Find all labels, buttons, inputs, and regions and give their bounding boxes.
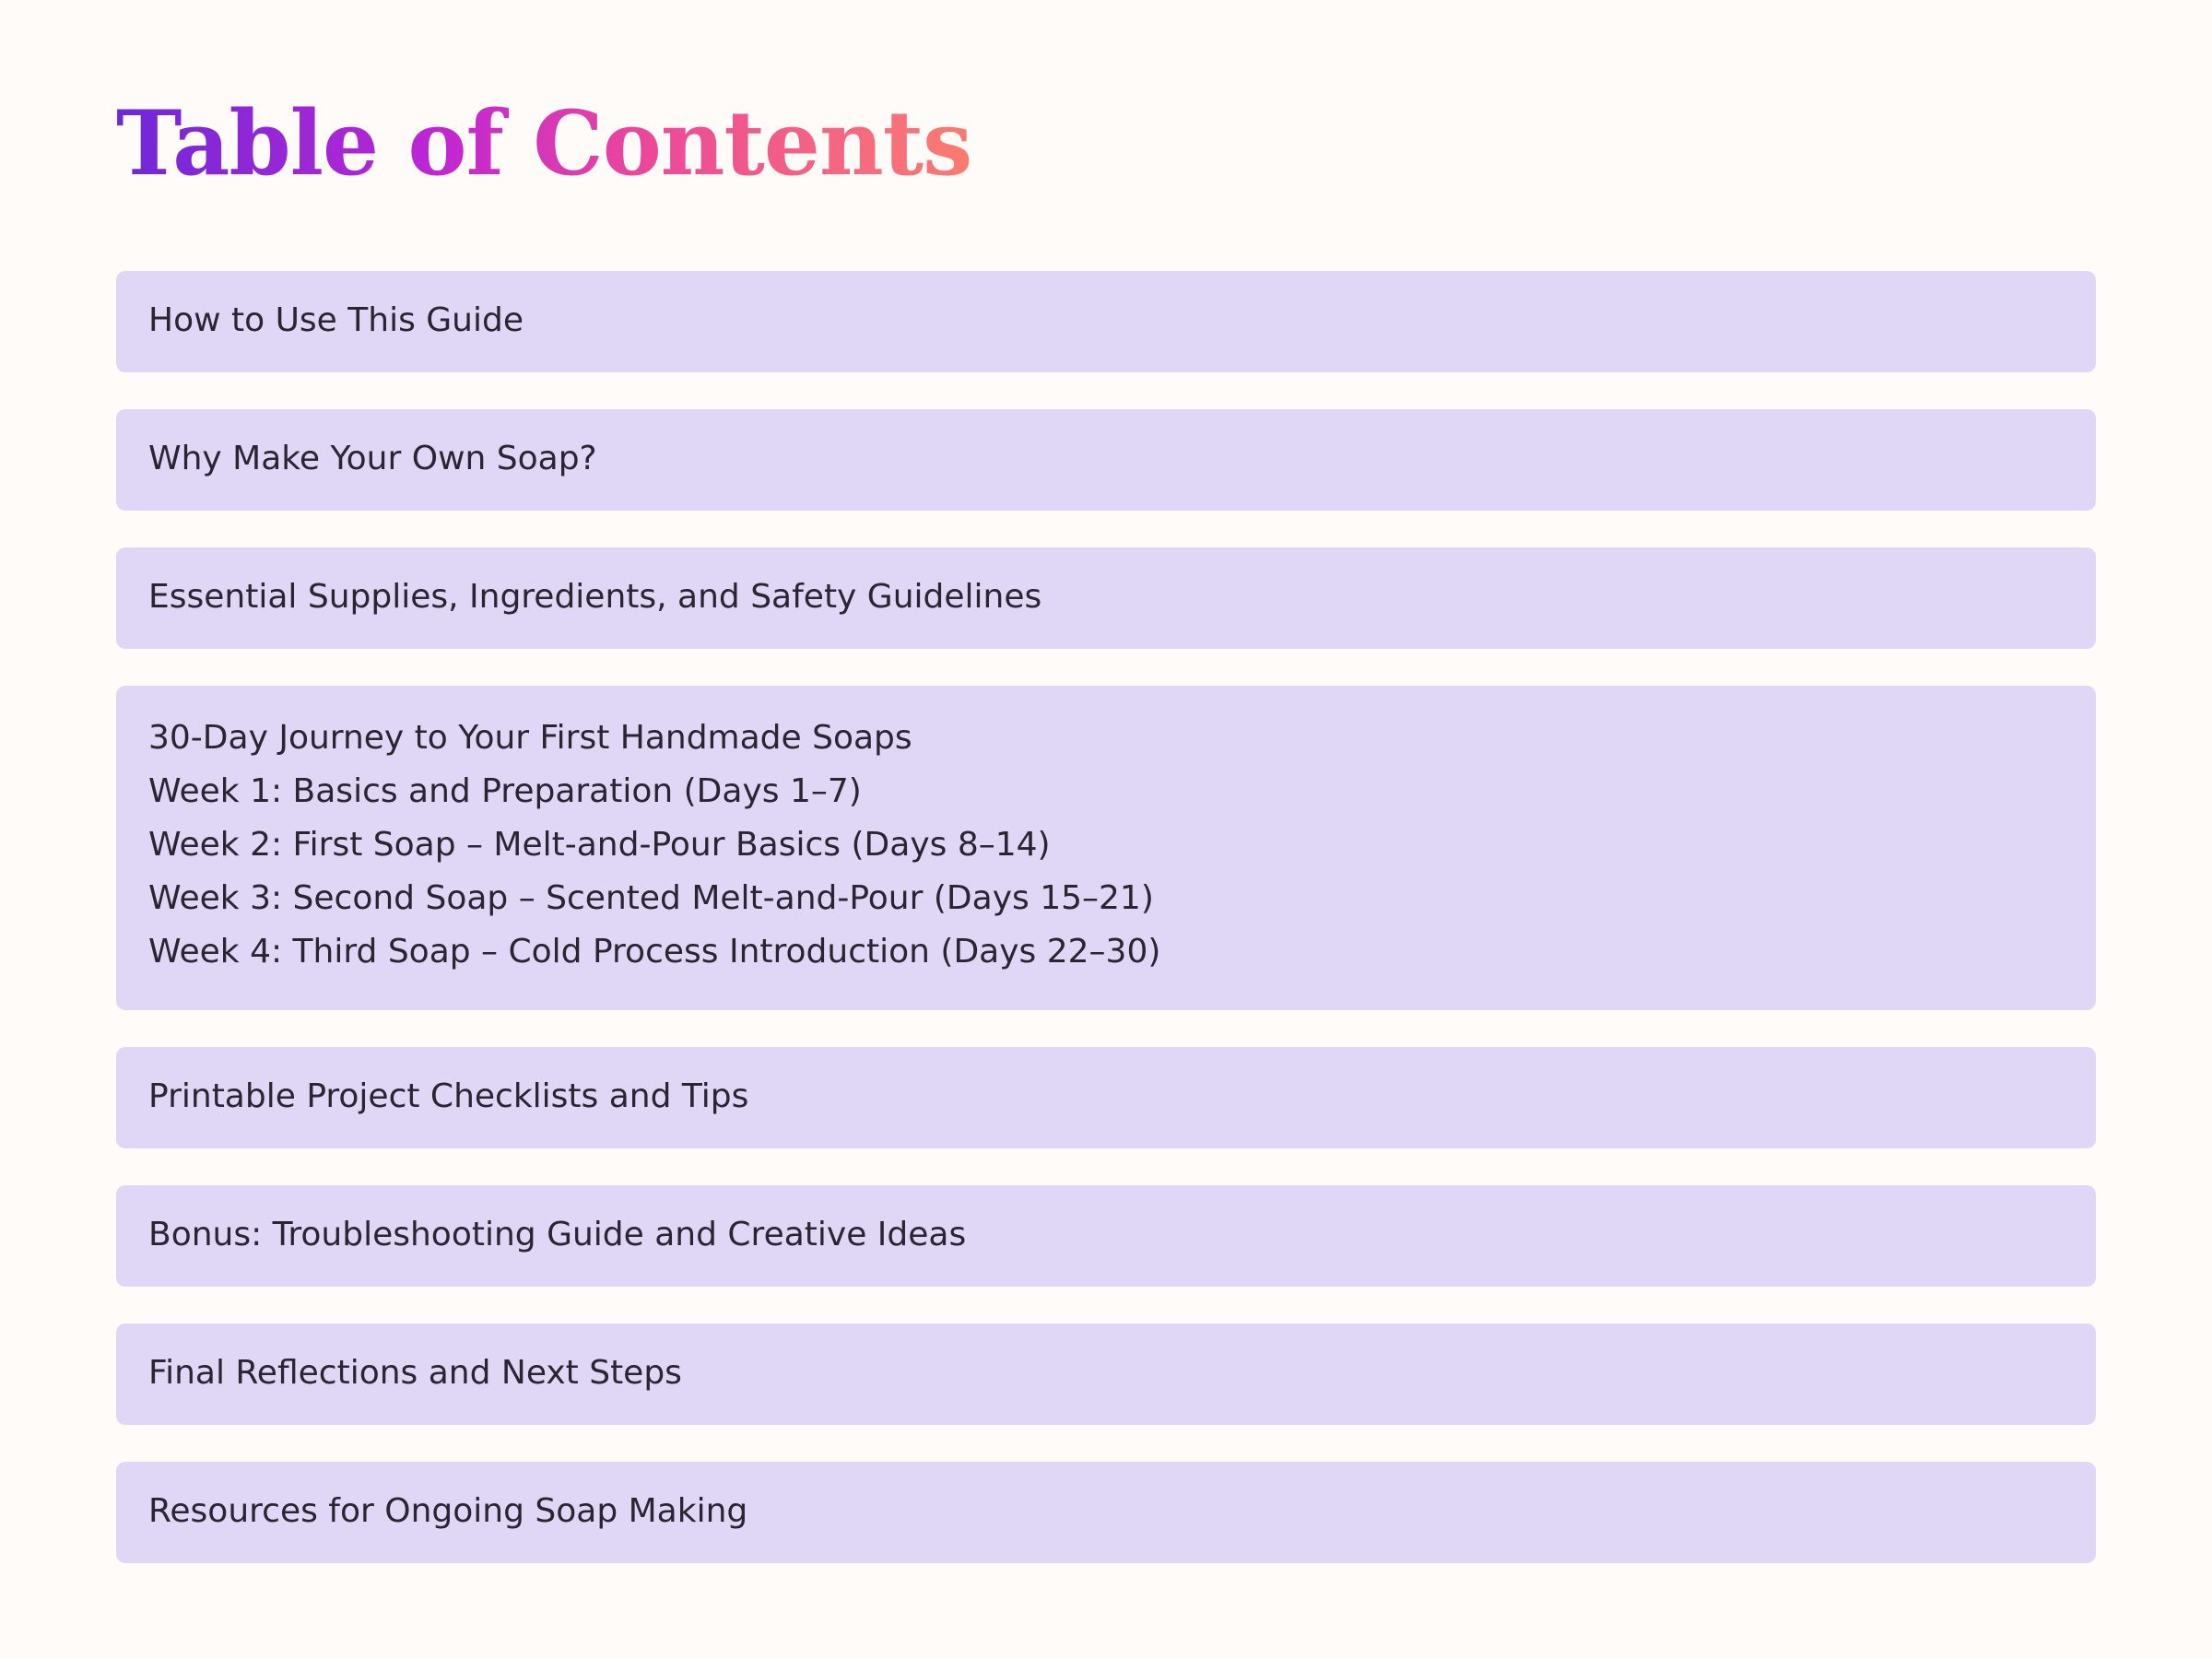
- toc-item-30-day-journey[interactable]: [116, 686, 2096, 1010]
- toc-item-why-make-soap[interactable]: [116, 409, 2096, 511]
- toc-item-resources[interactable]: [116, 1462, 2096, 1563]
- toc-item-how-to-use[interactable]: [116, 271, 2096, 372]
- toc-subitem-week-2[interactable]: Week 2: First Soap – Melt-and-Pour Basics (Days 8–14): [148, 826, 1051, 864]
- toc-item-bonus[interactable]: [116, 1185, 2096, 1287]
- toc-item-label: Printable Project Checklists and Tips: [148, 1077, 749, 1115]
- toc-item-label: 30-Day Journey to Your First Handmade Soaps: [148, 719, 912, 757]
- toc-page: [116, 0, 2096, 1659]
- toc-item-label: Why Make Your Own Soap?: [148, 440, 597, 477]
- page-title: Table of Contents: [116, 88, 971, 199]
- toc-subitem-week-1[interactable]: Week 1: Basics and Preparation (Days 1–7): [148, 772, 862, 810]
- toc-list: [116, 271, 2096, 1600]
- toc-item-final-reflections[interactable]: [116, 1324, 2096, 1425]
- toc-item-label: How to Use This Guide: [148, 301, 524, 339]
- toc-subitem-week-3[interactable]: Week 3: Second Soap – Scented Melt-and-Pour (Days 15–21): [148, 879, 1154, 917]
- toc-item-essential-supplies[interactable]: [116, 547, 2096, 649]
- toc-subitem-week-4[interactable]: Week 4: Third Soap – Cold Process Introduction (Days 22–30): [148, 933, 1161, 971]
- toc-item-label: Bonus: Troubleshooting Guide and Creative Ideas: [148, 1216, 967, 1253]
- toc-item-checklists[interactable]: [116, 1047, 2096, 1148]
- toc-item-label: Final Reflections and Next Steps: [148, 1354, 682, 1392]
- toc-item-label: Essential Supplies, Ingredients, and Safety Guidelines: [148, 578, 1042, 616]
- toc-item-label: Resources for Ongoing Soap Making: [148, 1492, 748, 1530]
